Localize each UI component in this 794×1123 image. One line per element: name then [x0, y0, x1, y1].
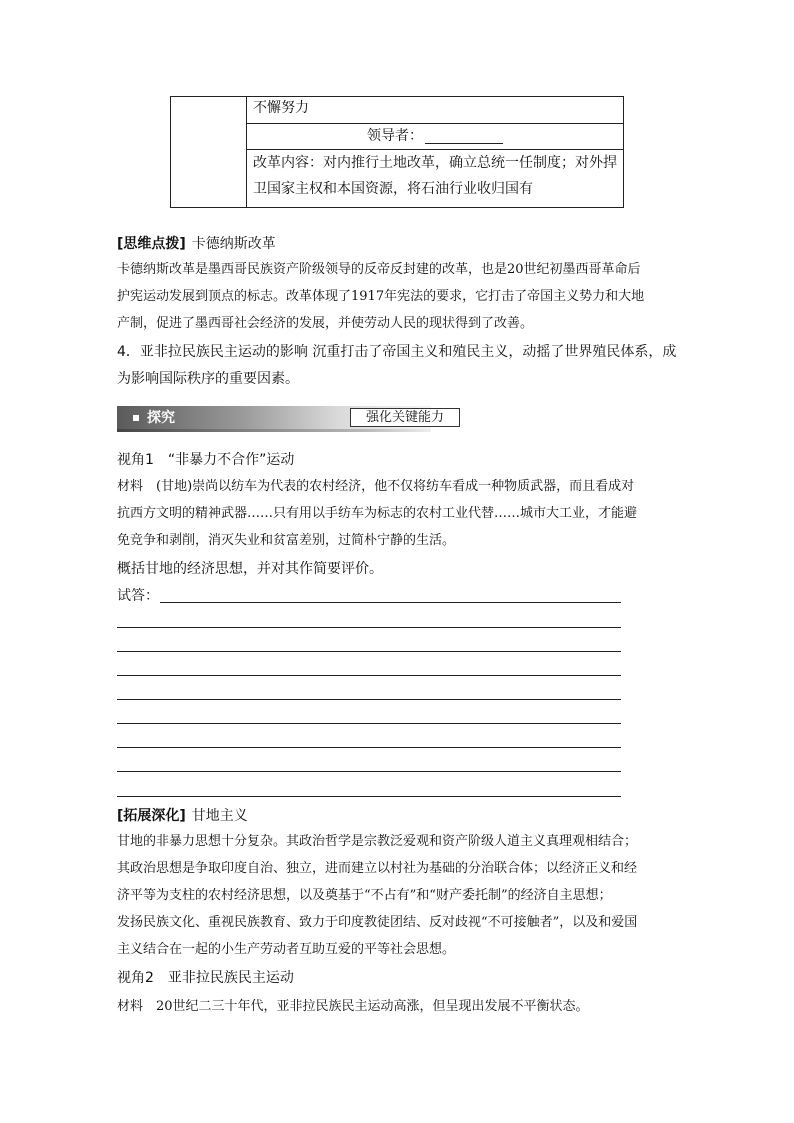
point4-line: 为影响国际秩序的重要因素。 — [117, 371, 299, 387]
tip1-tag: [思维点拨] — [117, 236, 186, 252]
table-row-leader — [247, 124, 623, 150]
material-line: 免竞争和剥削，消灭失业和贫富差别，过简朴宁静的生活。 — [117, 533, 456, 548]
table-right-column — [247, 97, 623, 207]
answer-label: 试答： — [117, 588, 159, 604]
square-bullet-icon — [133, 415, 139, 421]
tip1-line: 卡德纳斯改革是墨西哥民族资产阶级领导的反帝反封建的改革，也是20世纪初墨西哥革命后 — [117, 262, 641, 277]
tip2-body — [117, 828, 683, 963]
tip1-body — [117, 256, 683, 337]
material-line: 抗西方文明的精神武器……只有用以手纺车为标志的农村工业代替……城市大工业，才能避 — [117, 506, 638, 521]
leader-blank[interactable] — [425, 129, 503, 144]
answer-line[interactable] — [117, 796, 621, 797]
tip1-line: 产制，促进了墨西哥社会经济的发展，并使劳动人民的现状得到了改善。 — [117, 316, 534, 331]
banner-underline — [117, 429, 431, 432]
tip2-line: 发扬民族文化、重视民族教育、致力于印度教徒团结、反对歧视“不可接触者”，以及和爱国 — [117, 915, 638, 930]
answer-line[interactable] — [117, 675, 621, 676]
view2-title: 视角2 亚非拉民族民主运动 — [117, 970, 294, 986]
point4-line: 4．亚非拉民族民主运动的影响 沉重打击了帝国主义和殖民主义，动摇了世界殖民体系，成 — [117, 344, 677, 360]
answer-line[interactable] — [117, 699, 621, 700]
tip2-tag: [拓展深化] — [117, 808, 186, 824]
tip2-title: 甘地主义 — [191, 808, 248, 824]
table-left-cell — [171, 97, 247, 207]
material-line: 材料 (甘地)崇尚以纺车为代表的农村经济，他不仅将纺车看成一种物质武器，而且看成对 — [117, 479, 635, 494]
answer-line[interactable] — [160, 602, 621, 603]
tip2-line: 其政治思想是争取印度自治、独立，进而建立以村社为基础的分治联合体；以经济正义和经 — [117, 861, 638, 876]
table-row-content: 改革内容：对内推行土地改革，确立总统一任制度；对外捍卫国家主权和本国资源，将石油行业收归国有 — [253, 155, 617, 197]
tip2-line: 主义结合在一起的小生产劳动者互助互爱的平等社会思想。 — [117, 942, 456, 957]
answer-line[interactable] — [117, 747, 621, 748]
banner-label: 探究 — [147, 410, 175, 426]
tip1-line: 护宪运动发展到顶点的标志。改革体现了1917年宪法的要求，它打击了帝国主义势力和大地 — [117, 289, 645, 304]
reform-table — [170, 96, 624, 208]
view1-title: 视角1 “非暴力不合作”运动 — [117, 452, 295, 468]
section-banner — [117, 406, 444, 432]
view1-question: 概括甘地的经济思想，并对其作简要评价。 — [117, 561, 383, 577]
view1-material — [117, 473, 683, 554]
answer-line[interactable] — [117, 723, 621, 724]
tip2-line: 甘地的非暴力思想十分复杂。其政治哲学是宗教泛爱观和资产阶级人道主义真理观相结合； — [117, 834, 638, 849]
tip2-line: 济平等为支柱的农村经济思想，以及奠基于“不占有”和“财产委托制”的经济自主思想； — [117, 888, 612, 903]
answer-line[interactable] — [117, 627, 621, 628]
point4-body — [117, 339, 683, 393]
tip1-heading — [117, 234, 683, 254]
answer-line[interactable] — [117, 771, 621, 772]
view2-material: 材料 20世纪二三十年代，亚非拉民族民主运动高涨，但呈现出发展不平衡状态。 — [117, 999, 589, 1014]
answer-line[interactable] — [117, 651, 621, 652]
banner-box: 强化关键能力 — [350, 408, 460, 427]
table-row-effort: 不懈努力 — [247, 97, 623, 124]
tip2-heading — [117, 806, 683, 826]
leader-label: 领导者： — [367, 128, 423, 144]
tip1-title: 卡德纳斯改革 — [191, 236, 276, 252]
